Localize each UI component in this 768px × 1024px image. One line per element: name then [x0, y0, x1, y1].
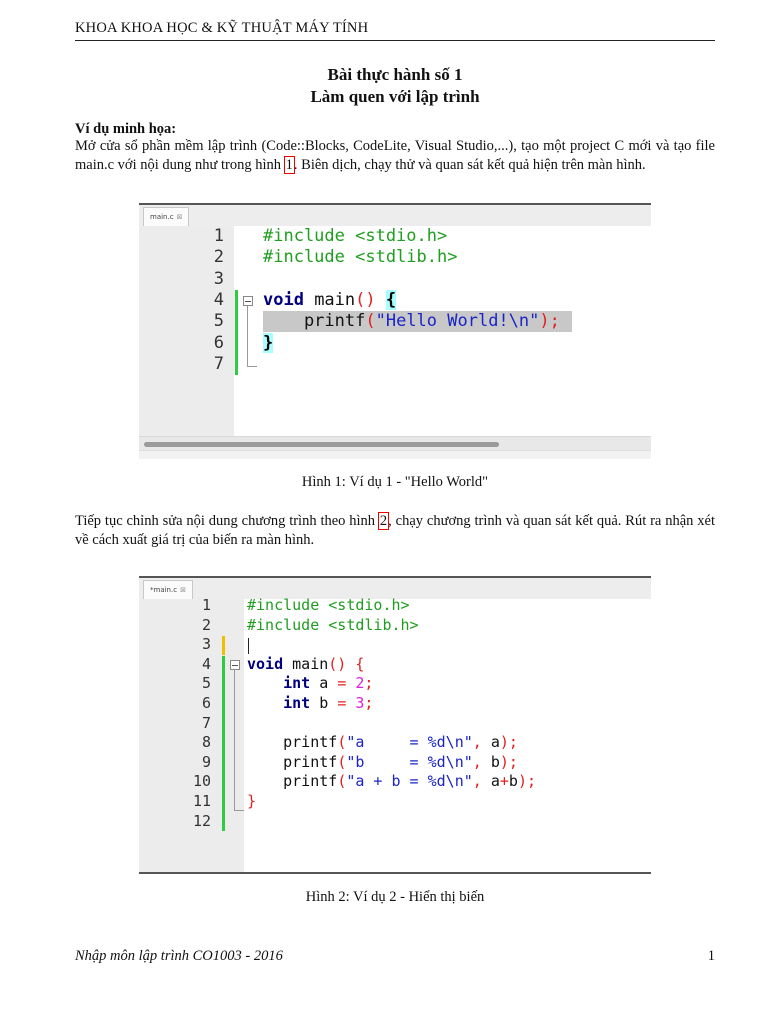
code-token: "b = %d\n" — [346, 752, 473, 771]
code-token: #include <stdlib.h> — [263, 247, 458, 268]
code-token: , — [472, 733, 482, 752]
code-token: , — [472, 752, 482, 771]
line-number: 1 — [201, 596, 211, 614]
title-line-2: Làm quen với lập trình — [310, 87, 480, 106]
editor-tab-label: *main.c — [150, 586, 178, 594]
code-editor-figure-2 — [139, 576, 651, 874]
line-number: 6 — [201, 694, 211, 712]
editor-bottom-border — [139, 872, 651, 874]
code-line — [139, 311, 651, 332]
code-token: b — [481, 752, 500, 771]
figure-1-caption: Hình 1: Ví dụ 1 - "Hello World" — [301, 474, 489, 490]
code-text — [247, 753, 518, 773]
code-line — [139, 354, 651, 375]
code-line — [139, 792, 651, 812]
code-line — [139, 694, 651, 714]
line-number: 4 — [201, 654, 211, 673]
code-text — [247, 616, 419, 636]
code-token: a — [481, 733, 500, 752]
line-number: 8 — [201, 733, 211, 752]
code-token: } — [247, 792, 257, 810]
code-text — [247, 792, 256, 812]
paragraph-1-text-b: . Biên dịch, chạy thử và quan sát kết quả hiện trên màn hình. — [293, 156, 646, 173]
code-token: void — [263, 289, 304, 310]
figure-2-caption: Hình 2: Ví dụ 2 - Hiển thị biến — [305, 889, 485, 905]
code-line — [139, 674, 651, 694]
editor-tab-bar — [139, 203, 651, 228]
status-strip — [139, 450, 651, 459]
paragraph-2 — [75, 512, 715, 549]
editor-tab-label: main.c — [150, 213, 174, 221]
code-text — [263, 290, 396, 311]
line-number: 3 — [201, 635, 211, 654]
code-token: ( — [337, 733, 347, 752]
code-token: printf — [247, 733, 338, 752]
line-number: 3 — [213, 268, 224, 289]
code-line — [139, 714, 651, 734]
paragraph-2-text-a: Tiếp tục chỉnh sửa nội dung chương trình theo hình — [75, 513, 379, 529]
line-number: 1 — [213, 226, 224, 246]
paragraph-1 — [75, 137, 715, 174]
code-token: ); — [499, 733, 518, 752]
code-line — [139, 616, 651, 636]
code-token: 3 — [355, 694, 365, 712]
code-token: 2 — [355, 674, 365, 693]
code-editor-figure-1 — [139, 203, 651, 459]
horizontal-scrollbar[interactable] — [139, 436, 651, 459]
code-token: int — [283, 694, 311, 712]
code-token: { — [355, 654, 365, 673]
code-token: , — [472, 772, 482, 791]
code-text — [247, 694, 373, 714]
code-text — [263, 333, 273, 354]
code-token: () — [328, 654, 347, 673]
code-token: ; — [364, 674, 374, 693]
code-token: b — [310, 694, 338, 712]
line-number: 11 — [192, 792, 211, 810]
code-token: + — [499, 772, 509, 791]
code-line — [139, 247, 651, 268]
code-text — [263, 226, 447, 247]
code-line — [139, 812, 651, 832]
code-token: printf — [263, 311, 366, 332]
code-text — [247, 733, 518, 753]
code-token: ); — [499, 752, 518, 771]
code-text — [263, 311, 572, 332]
code-token: = — [337, 674, 347, 693]
line-number: 9 — [201, 752, 211, 771]
code-token: main — [283, 654, 329, 673]
code-token — [247, 674, 283, 692]
code-token: () — [355, 289, 376, 310]
paragraph-1-text-a: Mở cửa sổ phần mềm lập trình (Code::Blocks, CodeLite, Visual Studio,...), tạo một project C mới và tạo file main.c với nội dung như trong hình — [75, 138, 715, 173]
code-token: a — [310, 674, 338, 693]
code-line — [139, 596, 651, 616]
code-line — [139, 333, 651, 354]
line-number: 5 — [213, 311, 224, 332]
code-token: ( — [337, 752, 347, 771]
code-token: ); — [539, 311, 560, 332]
code-line — [139, 635, 651, 655]
code-text — [247, 596, 410, 616]
code-text — [247, 772, 536, 792]
code-token: #include <stdio.h> — [247, 596, 410, 614]
section-title: Ví dụ minh họa: — [75, 121, 177, 137]
code-token: main — [303, 289, 356, 310]
code-token — [376, 290, 386, 310]
footer-course: Nhập môn lập trình CO1003 - 2016 — [75, 948, 283, 964]
code-token: "a = %d\n" — [346, 733, 473, 752]
code-text — [247, 655, 364, 675]
figure-ref-link-1[interactable]: 1 — [285, 156, 293, 173]
line-number: 7 — [201, 713, 211, 732]
code-token: ; — [364, 694, 374, 712]
line-number: 2 — [213, 247, 224, 268]
code-token: "Hello World!\n" — [375, 311, 540, 332]
line-number: 5 — [201, 674, 211, 693]
editor-tab-main-c[interactable] — [143, 207, 189, 226]
scrollbar-thumb[interactable] — [144, 442, 499, 447]
code-token: { — [385, 289, 397, 310]
close-icon[interactable]: ⊠ — [176, 213, 183, 221]
code-token: "a + b = %d\n" — [346, 772, 473, 791]
line-number: 6 — [213, 332, 224, 353]
line-number: 2 — [201, 615, 211, 634]
code-token: printf — [247, 752, 338, 771]
line-number: 12 — [192, 811, 211, 830]
code-token — [247, 694, 283, 712]
code-token: b — [508, 772, 518, 791]
code-line — [139, 226, 651, 247]
code-line — [139, 753, 651, 773]
code-line — [139, 772, 651, 792]
close-icon[interactable]: ⊠ — [180, 586, 186, 594]
figure-ref-link-2[interactable]: 2 — [379, 513, 388, 529]
code-token: a — [481, 772, 500, 791]
code-line — [139, 290, 651, 311]
code-text — [247, 674, 373, 694]
code-text — [263, 247, 457, 268]
line-number: 7 — [213, 353, 224, 374]
code-token: = — [337, 694, 347, 712]
code-token: ( — [337, 772, 347, 791]
code-token: #include <stdio.h> — [263, 226, 448, 246]
code-token: printf — [247, 772, 338, 791]
code-token: int — [283, 674, 311, 693]
page-header: KHOA KHOA HỌC & KỸ THUẬT MÁY TÍNH — [75, 20, 715, 41]
line-number: 10 — [192, 772, 211, 791]
code-line — [139, 269, 651, 290]
page-number: 1 — [707, 948, 715, 964]
line-number: 4 — [213, 289, 224, 310]
code-token: ); — [517, 772, 536, 791]
code-line — [139, 655, 651, 675]
title-block — [75, 64, 715, 108]
title-line-1: Bài thực hành số 1 — [327, 65, 463, 84]
code-token: #include <stdlib.h> — [247, 615, 419, 634]
paragraph-2-text-b: , chạy chương trình và quan sát kết quả. Rút ra nhận xét về cách xuất giá trị của biến ra màn hình. — [75, 513, 715, 548]
code-line — [139, 733, 651, 753]
code-token: ( — [365, 311, 376, 332]
code-token: void — [247, 654, 284, 673]
code-token: } — [263, 332, 274, 353]
